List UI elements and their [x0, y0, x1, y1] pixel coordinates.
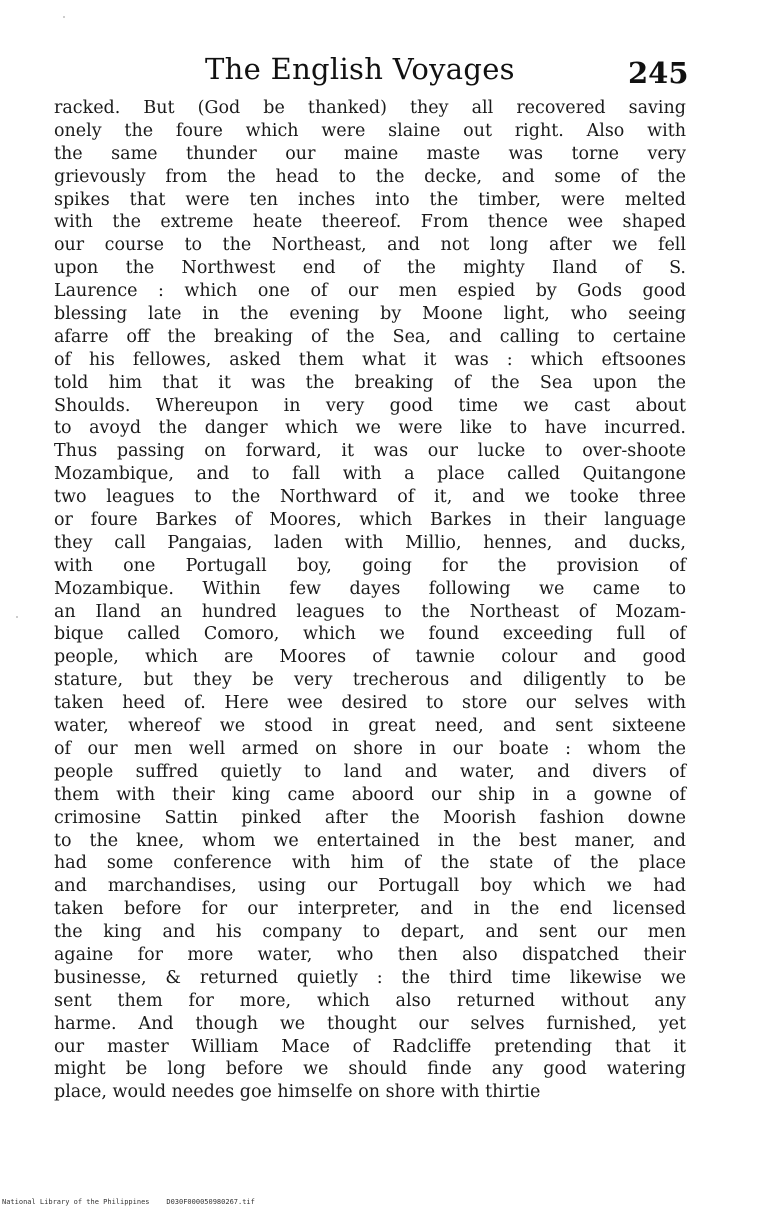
text-line: Thus passing on forward, it was our lucke to over-shoote: [54, 441, 686, 462]
text-line: onely the foure which were slaine out right. Also with: [54, 120, 686, 141]
scan-credit: National Library of the Philippines D030F000050980267.tif: [2, 1198, 255, 1206]
text-line: grievously from the head to the decke, and some of the: [54, 166, 686, 187]
running-title: The English Voyages: [205, 52, 515, 86]
text-line: told him that it was the breaking of the Sea upon the: [54, 372, 686, 393]
text-line: stature, but they be very trecherous and diligently to be: [54, 670, 686, 691]
text-line: crimosine Sattin pinked after the Moorish fashion downe: [54, 807, 686, 828]
text-line: taken heed of. Here wee desired to store our selves with: [54, 693, 686, 714]
text-line: two leagues to the Northward of it, and we tooke three: [54, 487, 686, 508]
text-line: our course to the Northeast, and not long after we fell: [54, 235, 686, 256]
text-line: with one Portugall boy, going for the provision of: [54, 555, 686, 576]
text-line: and marchandises, using our Portugall boy which we had: [54, 876, 686, 897]
text-line: spikes that were ten inches into the timber, were melted: [54, 189, 686, 210]
text-line: taken before for our interpreter, and in the end licensed: [54, 899, 686, 920]
text-line: businesse, & returned quietly : the third time likewise we: [54, 967, 686, 988]
text-line: blessing late in the evening by Moone light, who seeing: [54, 304, 686, 325]
text-line: or foure Barkes of Moores, which Barkes in their language: [54, 510, 686, 531]
text-line: people suffred quietly to land and water, and divers of: [54, 761, 686, 782]
text-line: had some conference with him of the state of the place: [54, 853, 686, 874]
text-line: of his fellowes, asked them what it was : which eftsoones: [54, 349, 686, 370]
text-line: the same thunder our maine maste was torne very: [54, 143, 686, 164]
paper-speck: [16, 616, 18, 618]
text-line: our master William Mace of Radcliffe pretending that it: [54, 1036, 686, 1057]
text-line: harme. And though we thought our selves furnished, yet: [54, 1013, 686, 1034]
text-line: them with their king came aboord our ship in a gowne of: [54, 784, 686, 805]
text-line: sent them for more, which also returned without any: [54, 990, 686, 1011]
text-line: people, which are Moores of tawnie colour and good: [54, 647, 686, 668]
page-number: 245: [628, 56, 689, 90]
text-line: the king and his company to depart, and sent our men: [54, 922, 686, 943]
text-line: racked. But (God be thanked) they all recovered saving: [54, 98, 686, 118]
text-line: to the knee, whom we entertained in the best maner, and: [54, 830, 686, 851]
text-line: bique called Comoro, which we found exceeding full of: [54, 624, 686, 645]
text-line: to avoyd the danger which we were like to have incurred.: [54, 418, 686, 439]
text-line: Laurence : which one of our men espied by Gods good: [54, 281, 686, 302]
text-line: Mozambique. Within few dayes following we came to: [54, 578, 686, 599]
text-line: againe for more water, who then also dispatched their: [54, 944, 686, 965]
text-line: of our men well armed on shore in our boate : whom the: [54, 738, 686, 759]
text-line: might be long before we should finde any good watering: [54, 1059, 686, 1080]
text-line: with the extreme heate theereof. From thence wee shaped: [54, 212, 686, 233]
body-text: [54, 97, 686, 1104]
text-line: an Iland an hundred leagues to the Northeast of Mozam-: [54, 601, 686, 622]
text-line: upon the Northwest end of the mighty Iland of S.: [54, 258, 686, 279]
page-header: [0, 50, 774, 94]
text-line: Mozambique, and to fall with a place called Quitangone: [54, 464, 686, 485]
text-line: they call Pangaias, laden with Millio, hennes, and ducks,: [54, 532, 686, 553]
text-line: place, would needes goe himselfe on shore with thirtie: [54, 1082, 541, 1103]
text-line: afarre off the breaking of the Sea, and calling to certaine: [54, 326, 686, 347]
paper-speck: [63, 16, 65, 18]
text-line: water, whereof we stood in great need, and sent sixteene: [54, 716, 686, 737]
text-line: Shoulds. Whereupon in very good time we cast about: [54, 395, 686, 416]
